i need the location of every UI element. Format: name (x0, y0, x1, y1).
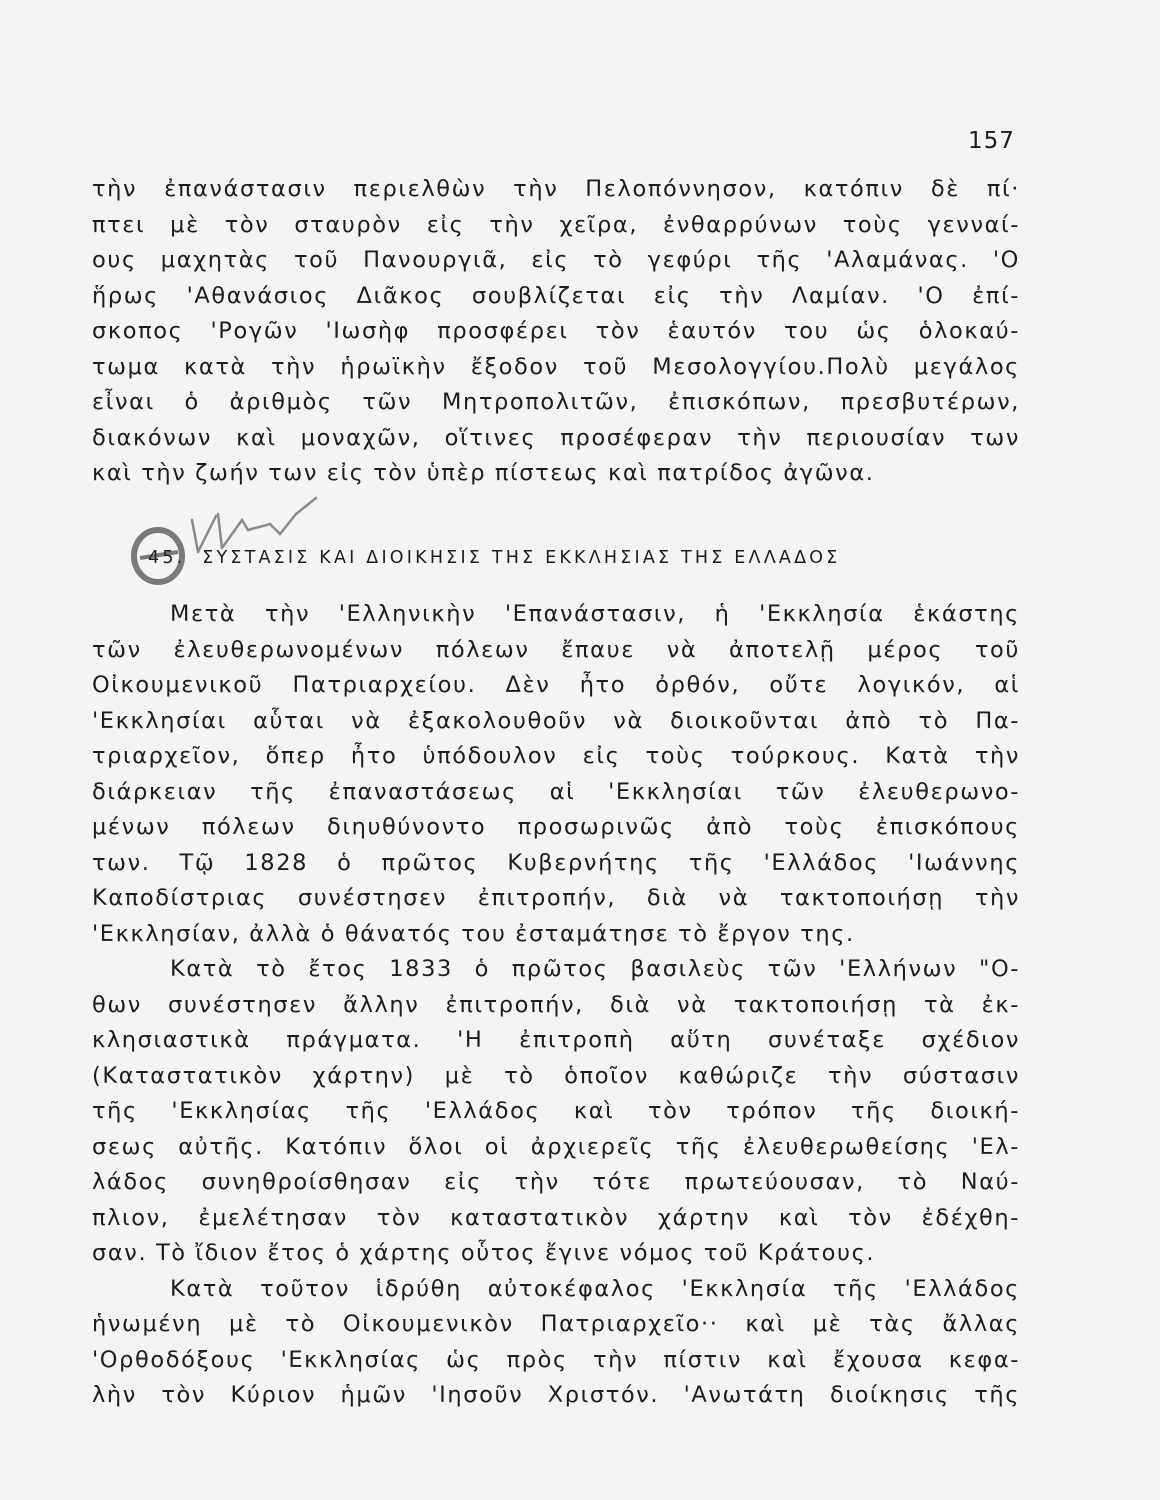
text-line: τριαρχεῖον, ὅπερ ἦτο ὑπόδουλον εἰς τοὺς τούρκους. Κατὰ τὴν (92, 743, 1020, 769)
intro-paragraph (92, 172, 1020, 492)
text-line: ἥρως 'Αθανάσιος Διᾶκος σουβλίζεται εἰς τὴν Λαμίαν. 'Ο ἐπί- (92, 282, 1020, 309)
text-line: ἡνωμένη μὲ τὸ Οἰκουμενικὸν Πατριαρχεῖο·· καὶ μὲ τὰς ἄλλας (92, 1311, 1020, 1337)
section-heading (148, 548, 840, 568)
text-line: Οἰκουμενικοῦ Πατριαρχείου. Δὲν ἦτο ὀρθόν, οὔτε λογικόν, αἱ (92, 672, 1020, 698)
page-number: 157 (968, 128, 1015, 154)
text-line: τῶν ἐλευθερωνομένων πόλεων ἔπαυε νὰ ἀποτελῇ μέρος τοῦ (92, 636, 1020, 663)
section-title: ΣΥΣΤΑΣΙΣ ΚΑΙ ΔΙΟΙΚΗΣΙΣ ΤΗΣ ΕΚΚΛΗΣΙΑΣ ΤΗΣ ΕΛΛΑΔΟΣ (202, 548, 841, 568)
text-line: 'Ορθοδόξους 'Εκκλησίας ὡς πρὸς τὴν πίστιν καὶ ἔχουσα κεφα- (92, 1346, 1020, 1373)
text-line: πλιον, ἐμελέτησαν τὸν καταστατικὸν χάρτην καὶ τὸν ἐδέχθη- (92, 1204, 1020, 1231)
text-line: καὶ τὴν ζωήν των εἰς τὸν ὑπὲρ πίστεως καὶ πατρίδος ἀγῶνα. (92, 460, 875, 486)
text-line: ους μαχητὰς τοῦ Πανουργιᾶ, εἰς τὸ γεφύρι τῆς 'Αλαμάνας. 'Ο (92, 247, 1020, 273)
text-line: σαν. Τὸ ἴδιον ἔτος ὁ χάρτης οὗτος ἔγινε νόμος τοῦ Κράτους. (92, 1240, 876, 1266)
text-line: κλησιαστικὰ πράγματα. 'Η ἐπιτροπὴ αὕτη συνέταξε σχέδιον (92, 1027, 1020, 1053)
text-line: τωμα κατὰ τὴν ἡρωϊκὴν ἔξοδον τοῦ Μεσολογγίου.Πολὺ μεγάλος (92, 353, 1020, 380)
pencil-annotation (120, 490, 350, 600)
text-line: εἶναι ὁ ἀριθμὸς τῶν Μητροπολιτῶν, ἐπισκόπων, πρεσβυτέρων, (92, 389, 1020, 415)
text-line: διακόνων καὶ μοναχῶν, οἵτινες προσέφεραν τὴν περιουσίαν των (92, 424, 1020, 451)
text-line: λὴν τὸν Κύριον ἡμῶν 'Ιησοῦν Χριστόν. 'Ανωτάτη διοίκησις τῆς (92, 1382, 1020, 1408)
text-line: λάδος συνηθροίσθησαν εἰς τὴν τότε πρωτεύουσαν, τὸ Ναύ- (92, 1169, 1020, 1195)
text-line: Μετὰ τὴν 'Ελληνικὴν 'Επανάστασιν, ἡ 'Εκκλησία ἑκάστης (170, 601, 1020, 627)
text-line: διάρκειαν τῆς ἐπαναστάσεως αἱ 'Εκκλησίαι τῶν ἐλευθερωνο- (92, 778, 1020, 805)
text-line: (Καταστατικὸν χάρτην) μὲ τὸ ὁποῖον καθώριζε τὴν σύστασιν (92, 1062, 1020, 1089)
text-line: Κατὰ τοῦτον ἱδρύθη αὐτοκέφαλος 'Εκκλησία τῆς 'Ελλάδος (170, 1275, 1020, 1302)
text-line: σκοπος 'Ρογῶν 'Ιωσὴφ προσφέρει τὸν ἑαυτόν του ὡς ὁλοκαύ- (92, 318, 1020, 344)
text-line: πτει μὲ τὸν σταυρὸν εἰς τὴν χεῖρα, ἐνθαρρύνων τοὺς γενναί- (92, 211, 1020, 238)
text-line: Κατὰ τὸ ἔτος 1833 ὁ πρῶτος βασιλεὺς τῶν 'Ελλήνων "Ο- (170, 956, 1020, 982)
text-line: των. Τῷ 1828 ὁ πρῶτος Κυβερνήτης τῆς 'Ελλάδος 'Ιωάννης (92, 849, 1020, 876)
body-paragraphs (92, 597, 1020, 1414)
text-line: Καποδίστριας συνέστησεν ἐπιτροπήν, διὰ νὰ τακτοποιήσῃ τὴν (92, 885, 1020, 911)
text-line: 'Εκκλησίαι αὗται νὰ ἐξακολουθοῦν νὰ διοικοῦνται ἀπὸ τὸ Πα- (92, 707, 1020, 734)
text-line: μένων πόλεων διηυθύνοντο προσωρινῶς ἀπὸ τοὺς ἐπισκόπους (92, 814, 1020, 840)
text-line: τὴν ἐπανάστασιν περιελθὼν τὴν Πελοπόννησον, κατόπιν δὲ πί· (92, 176, 1020, 202)
text-line: σεως αὐτῆς. Κατόπιν ὅλοι οἱ ἀρχιερεῖς τῆς ἐλευθερωθείσης 'Ελ- (92, 1133, 1020, 1160)
text-line: 'Εκκλησίαν, ἀλλὰ ὁ θάνατός του ἐσταμάτησε τὸ ἔργον της. (92, 920, 855, 947)
text-line: θων συνέστησεν ἄλλην ἐπιτροπήν, διὰ νὰ τακτοποιήσῃ τὰ ἐκ- (92, 991, 1020, 1018)
section-number: 45. (148, 548, 186, 568)
text-line: τῆς 'Εκκλησίας τῆς 'Ελλάδος καὶ τὸν τρόπον τῆς διοική- (92, 1098, 1020, 1124)
